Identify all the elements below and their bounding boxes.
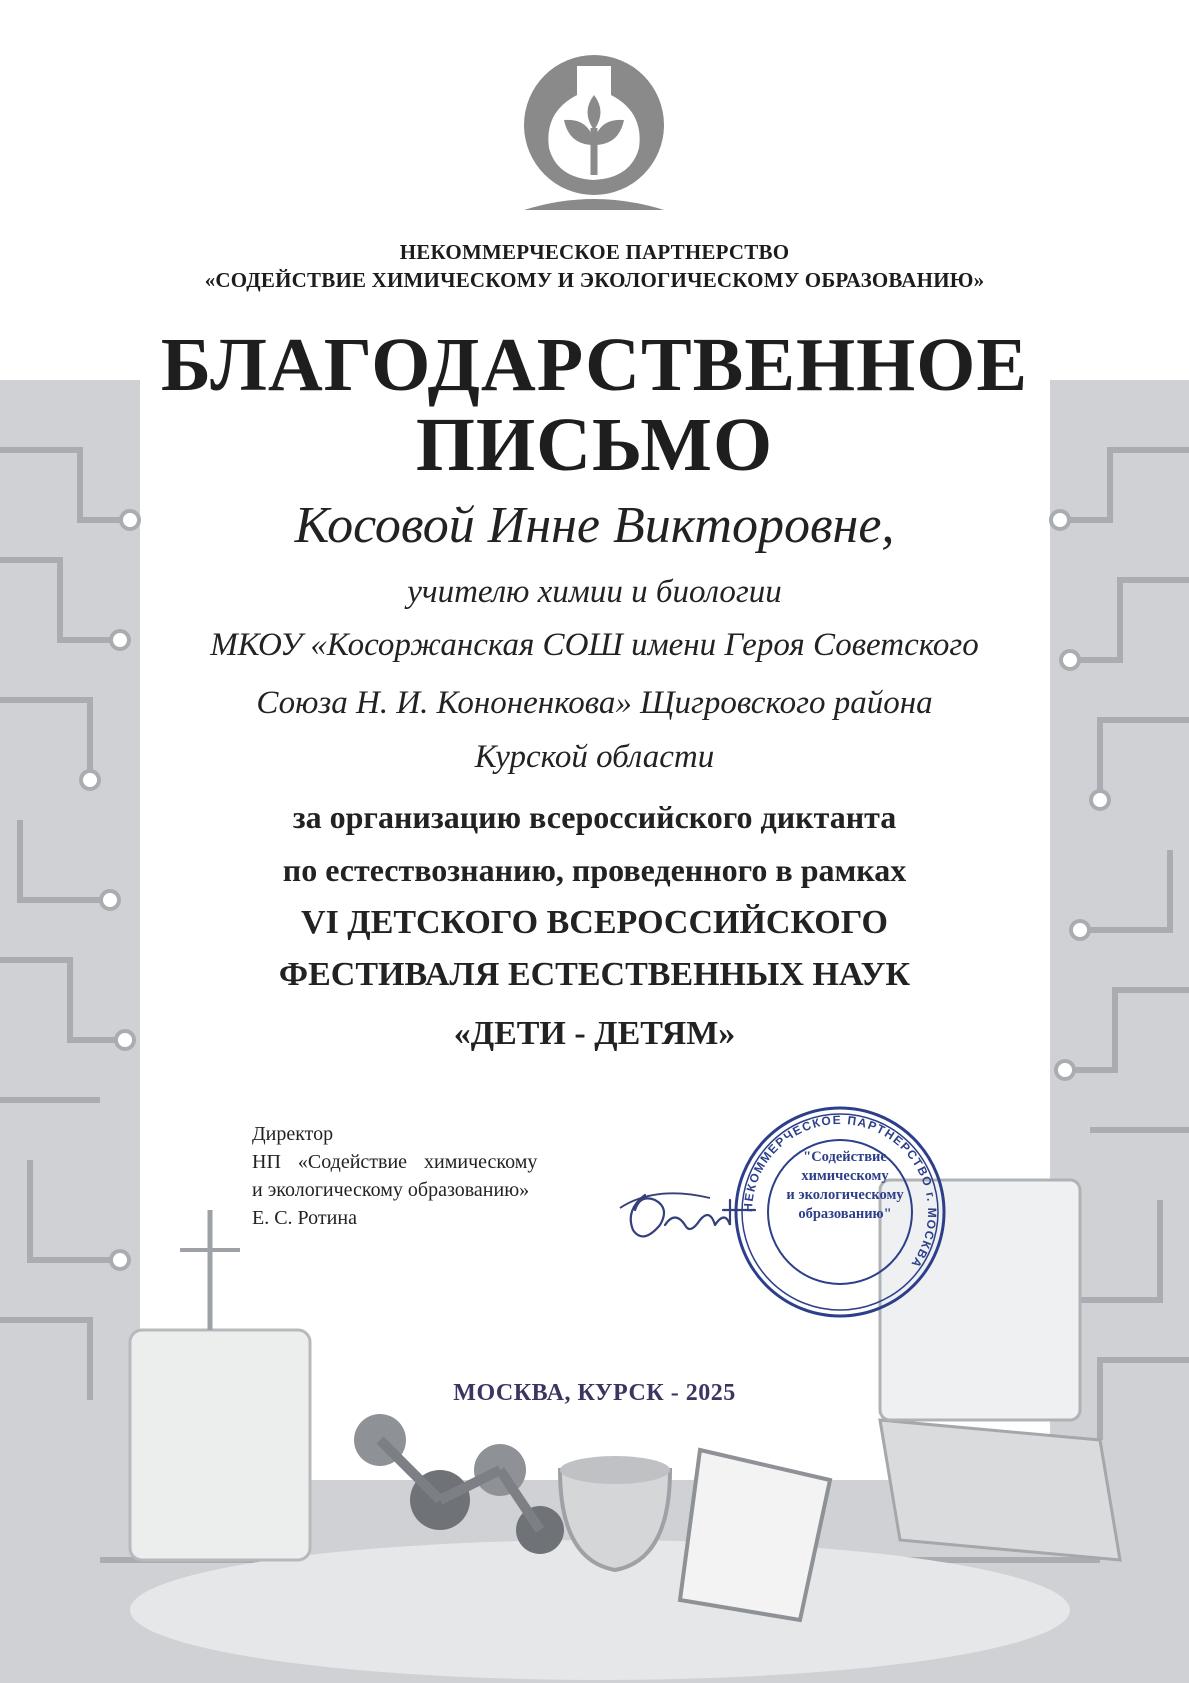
director-org-line-2: и экологическому образованию» xyxy=(252,1179,530,1201)
title-line-2: ПИСЬМО xyxy=(415,403,774,487)
director-name: Е. С. Ротина xyxy=(252,1207,357,1229)
organization-line-2: «СОДЕЙСТВИЕ ХИМИЧЕСКОМУ И ЭКОЛОГИЧЕСКОМУ ОБРАЗОВАНИЮ» xyxy=(204,268,985,292)
reason-line-2: по естествознанию, проведенного в рамках xyxy=(282,852,907,888)
stamp-line-3: и экологическому xyxy=(786,1187,904,1203)
title-line-1: БЛАГОДАРСТВЕННОЕ xyxy=(160,323,1029,407)
stamp-line-4: образованию" xyxy=(798,1206,892,1222)
recipient-name: Косовой Инне Викторовне, xyxy=(294,497,895,554)
reason-line-4: ФЕСТИВАЛЯ ЕСТЕСТВЕННЫХ НАУК xyxy=(278,956,911,993)
director-title: Директор xyxy=(252,1123,334,1145)
reason-line-3: VI ДЕТСКОГО ВСЕРОССИЙСКОГО xyxy=(301,904,888,941)
letter-title xyxy=(0,325,1189,485)
city-year: МОСКВА, КУРСК - 2025 xyxy=(453,1380,736,1406)
recipient-school-line-1: МКОУ «Косоржанская СОШ имени Героя Советского xyxy=(210,627,979,663)
recipient-school-line-2: Союза Н. И. Кононенкова» Щигровского района xyxy=(256,685,933,721)
organization-header xyxy=(0,238,1189,294)
stamp-line-2: химическому xyxy=(801,1168,889,1184)
recipient-position: учителю химии и биологии xyxy=(407,574,782,610)
organization-line-1: НЕКОММЕРЧЕСКОЕ ПАРТНЕРСТВО xyxy=(399,240,790,264)
director-org-line-1: НП «Содействие химическому xyxy=(252,1151,538,1173)
stamp-center-text xyxy=(770,1148,920,1224)
stamp-line-1: "Содействие xyxy=(803,1149,887,1165)
organization-logo-icon xyxy=(519,50,669,210)
stamp-ring-text: НЕКОММЕРЧЕСКОЕ ПАРТНЕРСТВО г. МОСКВА xyxy=(740,1112,940,1272)
reason-line-5: «ДЕТИ - ДЕТЯМ» xyxy=(453,1015,736,1052)
recipient-school-line-3: Курской области xyxy=(474,739,715,775)
director-signature-block xyxy=(252,1120,612,1232)
reason-line-1: за организацию всероссийского диктанта xyxy=(292,799,897,835)
